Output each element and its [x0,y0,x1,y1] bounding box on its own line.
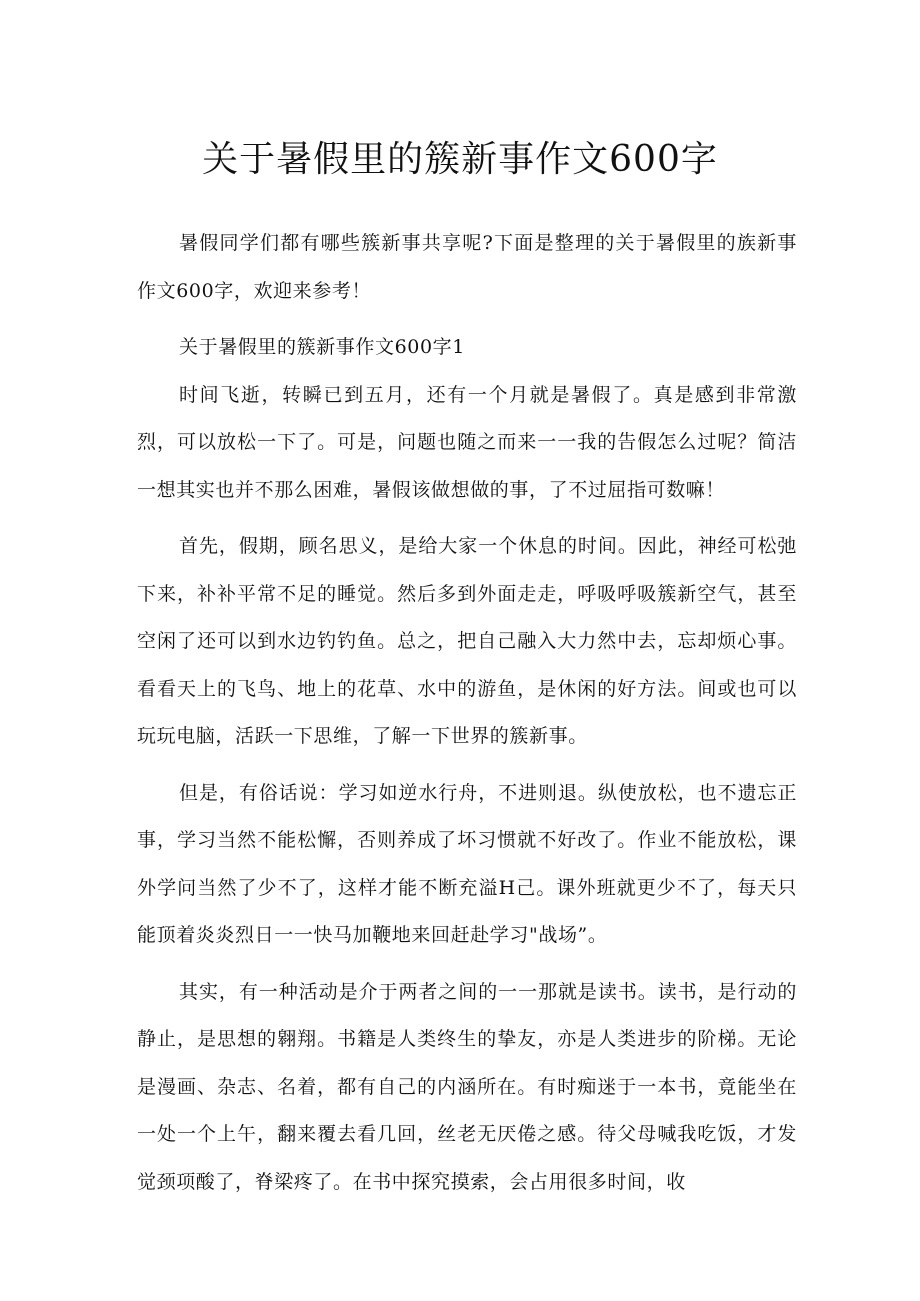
body-paragraph: 首先，假期，顾名思义，是给大家一个休息的时间。因此，神经可松弛下来，补补平常不足的睡觉。然后多到外面走走，呼吸呼吸簇新空气，甚至空闲了还可以到水边钓钓鱼。总之，把自己融入大力然中去，忘却烦心事。看看天上的飞鸟、地上的花草、水中的游鱼，是休闲的好方法。间或也可以玩玩电脑，活跃一下思维，了解一下世界的簇新事。 [137,535,797,747]
body-paragraph: 其实，有一种活动是介于两者之间的一一那就是读书。读书，是行动的静止，是思想的翱翔。书籍是人类终生的挚友，亦是人类进步的阶梯。无论是漫画、杂志、名着，都有自己的内涵所在。有时痴迷于一本书，竟能坐在一处一个上午，翻来覆去看几回，丝老无厌倦之感。待父母喊我吃饭，才发觉颈项酸了，脊梁疼了。在书中探究摸索，会占用很多时间，收 [137,980,797,1193]
intro-paragraph: 暑假同学们都有哪些簇新事共享呢?下面是整理的关于暑假里的族新事作文600字，欢迎来参考！ [137,232,797,302]
essay-subheading: 关于暑假里的簇新事作文600字1 [179,336,465,358]
body-paragraph: 但是，有俗话说：学习如逆水行舟，不进则退。纵使放松，也不遗忘正事，学习当然不能松懈，否则养成了坏习惯就不好改了。作业不能放松，课外学问当然了少不了，这样才能不断充溢H己。课外班就更少不了，每天只能顶着炎炎烈日一一快马加鞭地来回赶赴学习"战场”。 [137,781,797,946]
document-title: 关于暑假里的簇新事作文600字 [202,139,718,180]
document-body [137,220,797,1215]
body-paragraph: 时间飞逝，转瞬已到五月，还有一个月就是暑假了。真是感到非常激烈，可以放松一下了。可是，问题也随之而来一一我的告假怎么过呢？简洁一想其实也并不那么困难，暑假该做想做的事，了不过屈指可数嘛！ [137,383,797,501]
